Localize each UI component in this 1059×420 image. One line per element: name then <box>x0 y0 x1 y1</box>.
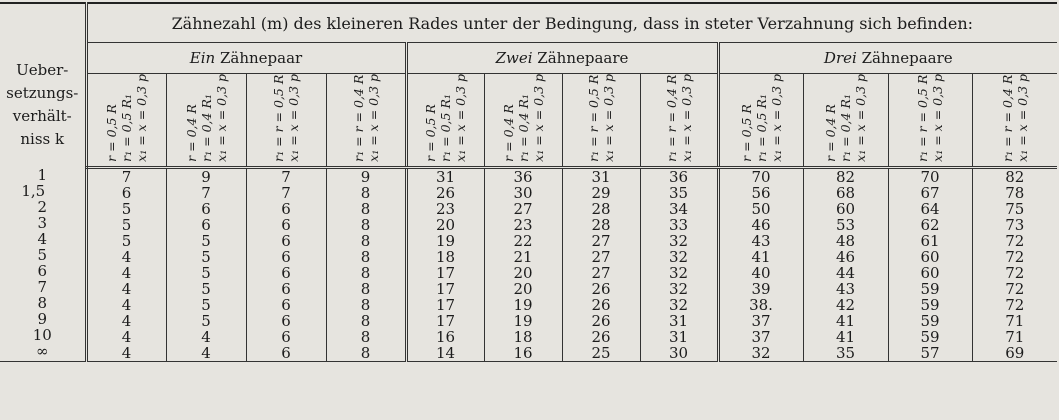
teeth-value: 59 <box>920 279 940 298</box>
teeth-value: 17 <box>435 311 456 330</box>
teeth-value: 4 <box>201 343 211 362</box>
teeth-value: 18 <box>435 247 456 266</box>
condition-line: r₁ = r = 0,4 R <box>999 74 1015 162</box>
teeth-value: 5 <box>201 311 211 330</box>
condition-text <box>739 74 784 162</box>
teeth-column <box>803 167 888 361</box>
group-rest: Zähnepaare <box>856 49 953 67</box>
teeth-column <box>562 167 640 361</box>
ratio-text: 2 <box>37 198 48 217</box>
teeth-value: 30 <box>668 343 689 362</box>
teeth-value: 30 <box>513 183 533 202</box>
group-header-three-pairs <box>718 43 1057 74</box>
condition-line: x₁ = x = 0,3 p <box>365 74 381 162</box>
condition-line: r₁ = 0,5 R₁ <box>438 94 453 162</box>
teeth-value: 4 <box>121 247 132 266</box>
teeth-value: 7 <box>281 167 291 186</box>
stub-line: niss k <box>20 129 65 148</box>
condition-line: r = 0,5 R <box>738 104 754 162</box>
condition-line: x₁ = x = 0,3 p <box>1014 74 1030 162</box>
teeth-column <box>640 167 718 361</box>
teeth-value: 60 <box>920 247 940 266</box>
teeth-value: 62 <box>920 215 940 234</box>
teeth-value: 27 <box>591 247 611 266</box>
teeth-value: 4 <box>121 311 132 330</box>
teeth-value: 4 <box>121 343 132 362</box>
ratio-column <box>0 167 86 361</box>
teeth-value: 6 <box>281 343 291 362</box>
group-header-two-pairs <box>406 43 718 74</box>
teeth-value: 6 <box>281 279 291 298</box>
teeth-value: 28 <box>591 215 611 234</box>
teeth-value: 5 <box>121 231 132 250</box>
condition-line: r₁ = 0,5 R₁ <box>119 94 134 162</box>
teeth-value: 8 <box>360 311 371 330</box>
teeth-column <box>246 167 326 361</box>
condition-header <box>562 74 640 168</box>
group-header-one-pair <box>86 43 406 74</box>
teeth-value: 29 <box>591 183 611 202</box>
condition-text <box>1000 74 1030 162</box>
condition-line: x₁ = x = 0,3 p <box>601 74 616 162</box>
teeth-value: 72 <box>1005 247 1025 266</box>
condition-line: r₁ = r = 0,5 R <box>271 74 286 162</box>
ratio-value <box>0 199 85 215</box>
teeth-value: 26 <box>591 327 611 346</box>
teeth-value: 25 <box>591 343 611 362</box>
teeth-value: 7 <box>201 183 211 202</box>
teeth-value: 59 <box>920 327 940 346</box>
ratio-value <box>0 247 85 263</box>
ratio-value <box>0 327 85 343</box>
ratio-text: 10 <box>32 326 52 345</box>
teeth-value: 48 <box>835 231 856 250</box>
data-row <box>0 167 1057 361</box>
teeth-value: 23 <box>435 199 456 218</box>
teeth-column <box>86 167 166 361</box>
teeth-value: 7 <box>121 167 132 186</box>
condition-header <box>972 74 1057 168</box>
teeth-value: 26 <box>591 279 611 298</box>
teeth-value: 4 <box>121 279 132 298</box>
teeth-value: 72 <box>1005 263 1025 282</box>
ratio-text: 4 <box>37 230 48 249</box>
teeth-value: 4 <box>201 327 211 346</box>
teeth-value: 35 <box>835 343 856 362</box>
ratio-text: ∞ <box>36 342 49 361</box>
ratio-value <box>0 263 85 279</box>
teeth-value: 36 <box>668 167 689 186</box>
teeth-value: 6 <box>281 247 291 266</box>
teeth-value: 35 <box>668 183 689 202</box>
condition-text <box>586 74 616 162</box>
condition-line: r = 0,5 R <box>423 104 438 162</box>
teeth-value: 5 <box>201 263 211 282</box>
teeth-value: 36 <box>513 167 533 186</box>
condition-header <box>166 74 246 168</box>
condition-line: x₁ = x = 0,3 p <box>530 74 546 162</box>
condition-text <box>271 74 301 162</box>
teeth-column <box>166 167 246 361</box>
teeth-value: 6 <box>281 327 291 346</box>
teeth-column <box>326 167 406 361</box>
teeth-value: 39 <box>751 279 771 298</box>
ratio-text: 1,5 <box>21 182 46 201</box>
teeth-column <box>972 167 1057 361</box>
teeth-value: 82 <box>1005 167 1025 186</box>
teeth-value: 71 <box>1005 311 1025 330</box>
condition-line: r = 0,4 R <box>183 104 199 162</box>
condition-line: x₁ = x = 0,3 p <box>930 74 945 162</box>
teeth-column <box>888 167 972 361</box>
condition-line: x₁ = x = 0,3 p <box>678 74 694 162</box>
condition-line: x₁ = x = 0,3 p <box>768 74 784 162</box>
teeth-value: 73 <box>1005 215 1025 234</box>
ratio-stub-header <box>0 43 86 168</box>
condition-text <box>104 74 149 162</box>
teeth-value: 37 <box>751 311 771 330</box>
condition-text <box>664 74 694 162</box>
condition-line: x₁ = x = 0,3 p <box>134 74 149 162</box>
stub-line: Ueber- <box>16 60 69 79</box>
ratio-text: 7 <box>37 278 48 297</box>
teeth-value: 5 <box>201 295 211 314</box>
teeth-value: 43 <box>751 231 771 250</box>
teeth-value: 8 <box>360 183 371 202</box>
condition-line: r = 0,4 R <box>500 104 516 162</box>
teeth-value: 8 <box>360 199 371 218</box>
teeth-value: 38. <box>749 295 773 314</box>
condition-line: r₁ = r = 0,4 R <box>663 74 679 162</box>
teeth-value: 37 <box>751 327 771 346</box>
teeth-value: 44 <box>835 263 856 282</box>
teeth-value: 20 <box>513 263 533 282</box>
teeth-value: 6 <box>201 199 211 218</box>
teeth-value: 8 <box>360 263 371 282</box>
teeth-value: 70 <box>751 167 771 186</box>
teeth-value: 4 <box>121 327 132 346</box>
teeth-value: 6 <box>281 231 291 250</box>
condition-text <box>423 74 468 162</box>
condition-text <box>184 74 229 162</box>
teeth-value: 8 <box>360 247 371 266</box>
teeth-value: 34 <box>668 199 689 218</box>
condition-header <box>718 74 803 168</box>
teeth-value: 32 <box>668 263 689 282</box>
teeth-value: 72 <box>1005 295 1025 314</box>
teeth-value: 19 <box>435 231 456 250</box>
teeth-value: 78 <box>1005 183 1025 202</box>
teeth-column <box>718 167 803 361</box>
teeth-value: 22 <box>513 231 533 250</box>
teeth-value: 56 <box>751 183 771 202</box>
condition-line: r₁ = r = 0,4 R <box>350 74 366 162</box>
teeth-value: 41 <box>835 327 856 346</box>
teeth-value: 64 <box>920 199 940 218</box>
condition-header <box>326 74 406 168</box>
teeth-value: 53 <box>835 215 856 234</box>
teeth-value: 8 <box>360 343 371 362</box>
ratio-value <box>0 167 85 183</box>
teeth-value: 17 <box>435 263 456 282</box>
condition-line: r₁ = r = 0,5 R <box>586 74 601 162</box>
teeth-value: 60 <box>920 263 940 282</box>
ratio-text: 6 <box>37 262 48 281</box>
ratio-text: 1 <box>37 166 48 185</box>
teeth-value: 82 <box>835 167 856 186</box>
ratio-value <box>0 279 85 295</box>
condition-line: r = 0,5 R <box>104 104 119 162</box>
ratio-value <box>0 311 85 327</box>
teeth-value: 20 <box>513 279 533 298</box>
teeth-value: 59 <box>920 311 940 330</box>
teeth-value: 28 <box>591 199 611 218</box>
teeth-value: 67 <box>920 183 940 202</box>
teeth-value: 5 <box>121 215 132 234</box>
teeth-value: 31 <box>435 167 456 186</box>
condition-header <box>484 74 562 168</box>
subheader-row <box>0 74 1057 168</box>
teeth-value: 6 <box>281 311 291 330</box>
ratio-value <box>0 231 85 247</box>
teeth-value: 23 <box>513 215 533 234</box>
teeth-value: 21 <box>513 247 533 266</box>
teeth-value: 31 <box>668 327 689 346</box>
teeth-value: 61 <box>920 231 940 250</box>
gear-teeth-table <box>0 2 1057 362</box>
teeth-value: 5 <box>201 279 211 298</box>
teeth-value: 27 <box>513 199 533 218</box>
condition-line: r₁ = 0,5 R₁ <box>753 94 769 162</box>
ratio-text: 8 <box>37 294 48 313</box>
ratio-text: 5 <box>37 246 48 265</box>
condition-header <box>86 74 166 168</box>
condition-text <box>351 74 381 162</box>
group-emph: Drei <box>823 49 857 67</box>
teeth-value: 19 <box>513 295 533 314</box>
teeth-value: 50 <box>751 199 771 218</box>
teeth-value: 5 <box>201 247 211 266</box>
condition-text <box>915 74 945 162</box>
teeth-value: 70 <box>920 167 940 186</box>
teeth-value: 26 <box>591 295 611 314</box>
teeth-value: 75 <box>1005 199 1025 218</box>
ratio-text: 9 <box>37 310 48 329</box>
ratio-text: 3 <box>37 214 48 233</box>
teeth-value: 69 <box>1005 343 1025 362</box>
condition-header <box>803 74 888 168</box>
teeth-value: 6 <box>281 263 291 282</box>
stub-line: verhält- <box>12 106 72 125</box>
teeth-value: 71 <box>1005 327 1025 346</box>
teeth-value: 14 <box>435 343 456 362</box>
teeth-value: 17 <box>435 279 456 298</box>
group-emph: Zwei <box>495 49 533 67</box>
teeth-value: 16 <box>513 343 533 362</box>
ratio-value <box>0 183 85 199</box>
teeth-value: 46 <box>835 247 856 266</box>
teeth-value: 26 <box>591 311 611 330</box>
teeth-value: 46 <box>751 215 771 234</box>
teeth-value: 27 <box>591 263 611 282</box>
condition-line: x₁ = x = 0,3 p <box>213 74 229 162</box>
teeth-value: 72 <box>1005 279 1025 298</box>
condition-header <box>888 74 972 168</box>
condition-line: x₁ = x = 0,3 p <box>853 74 868 162</box>
condition-text <box>501 74 546 162</box>
condition-line: r₁ = 0,4 R₁ <box>515 94 531 162</box>
main-header-text: Zähnezahl (m) des kleineren Rades unter der Bedingung, dass in steter Verzahnung sich befinden: <box>171 13 974 33</box>
teeth-value: 40 <box>751 263 771 282</box>
teeth-value: 18 <box>513 327 533 346</box>
teeth-value: 6 <box>281 295 291 314</box>
teeth-value: 5 <box>121 199 132 218</box>
teeth-value: 32 <box>668 231 689 250</box>
condition-line: r₁ = 0,4 R₁ <box>198 94 214 162</box>
teeth-value: 32 <box>751 343 771 362</box>
teeth-value: 31 <box>668 311 689 330</box>
teeth-value: 72 <box>1005 231 1025 250</box>
teeth-value: 6 <box>281 215 291 234</box>
teeth-value: 8 <box>360 279 371 298</box>
condition-line: r = 0,4 R <box>823 104 838 162</box>
teeth-value: 16 <box>435 327 456 346</box>
teeth-value: 5 <box>201 231 211 250</box>
teeth-column <box>406 167 484 361</box>
teeth-value: 20 <box>435 215 456 234</box>
corner-cell <box>0 3 86 43</box>
teeth-value: 4 <box>121 295 132 314</box>
condition-text <box>823 74 868 162</box>
teeth-column <box>484 167 562 361</box>
group-rest: Zähnepaar <box>215 49 303 67</box>
teeth-value: 8 <box>360 327 371 346</box>
condition-line: x₁ = x = 0,3 p <box>453 74 468 162</box>
teeth-value: 6 <box>201 215 211 234</box>
group-emph: Ein <box>189 49 216 67</box>
condition-line: r₁ = 0,4 R₁ <box>838 94 853 162</box>
condition-header <box>246 74 326 168</box>
ratio-value <box>0 215 85 231</box>
teeth-value: 8 <box>360 231 371 250</box>
teeth-value: 7 <box>281 183 291 202</box>
teeth-value: 26 <box>435 183 456 202</box>
condition-header <box>406 74 484 168</box>
teeth-value: 60 <box>835 199 856 218</box>
teeth-value: 6 <box>121 183 132 202</box>
teeth-value: 41 <box>835 311 856 330</box>
teeth-value: 32 <box>668 279 689 298</box>
condition-header <box>640 74 718 168</box>
teeth-value: 59 <box>920 295 940 314</box>
teeth-value: 9 <box>201 167 211 186</box>
teeth-value: 41 <box>751 247 771 266</box>
teeth-value: 17 <box>435 295 456 314</box>
group-rest: Zähnepaare <box>532 49 629 67</box>
teeth-value: 9 <box>360 167 371 186</box>
teeth-value: 32 <box>668 295 689 314</box>
teeth-value: 43 <box>835 279 856 298</box>
teeth-value: 33 <box>668 215 689 234</box>
teeth-value: 8 <box>360 295 371 314</box>
teeth-value: 6 <box>281 199 291 218</box>
condition-line: x₁ = x = 0,3 p <box>286 74 301 162</box>
ratio-value <box>0 343 85 359</box>
condition-line: r₁ = r = 0,5 R <box>915 74 930 162</box>
teeth-value: 68 <box>835 183 856 202</box>
teeth-value: 8 <box>360 215 371 234</box>
main-header <box>86 3 1057 43</box>
teeth-value: 19 <box>513 311 533 330</box>
teeth-value: 32 <box>668 247 689 266</box>
teeth-value: 42 <box>835 295 856 314</box>
ratio-value <box>0 295 85 311</box>
teeth-value: 31 <box>591 167 611 186</box>
teeth-value: 27 <box>591 231 611 250</box>
stub-line: setzungs- <box>6 83 79 102</box>
teeth-value: 4 <box>121 263 132 282</box>
teeth-value: 57 <box>920 343 940 362</box>
